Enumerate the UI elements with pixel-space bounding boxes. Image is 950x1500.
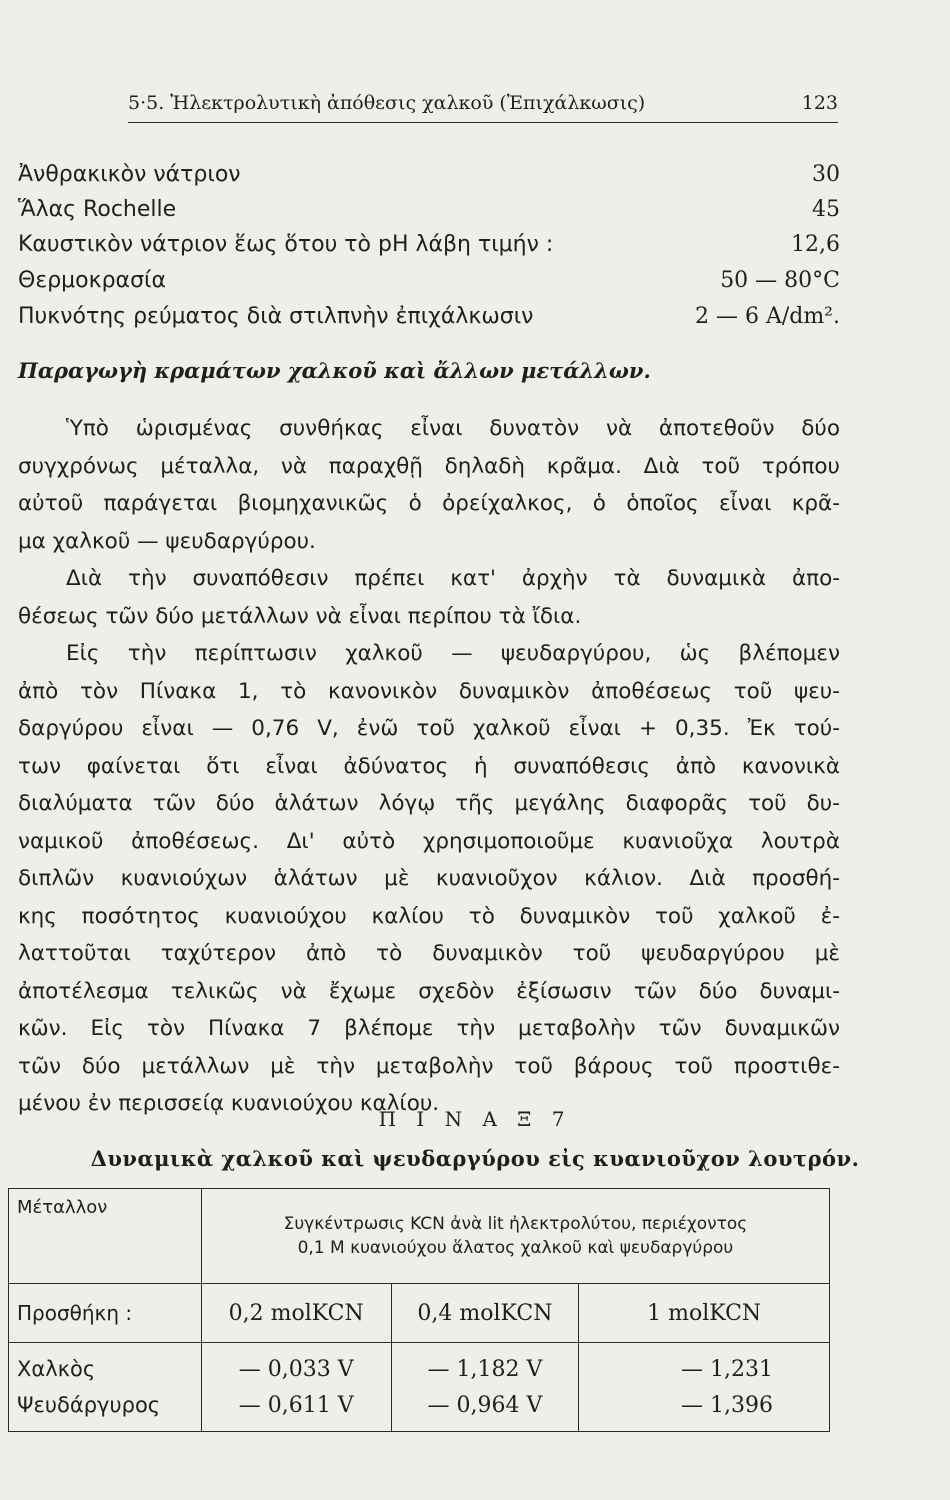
concentration-header-line: 0,1 M κυανιούχου ἅλατος χαλκοῦ καὶ ψευδαργύρου	[297, 1238, 734, 1258]
page-number: 123	[801, 92, 838, 114]
table-addition-row	[9, 1284, 830, 1343]
formula-label: Ἅλας Rochelle	[18, 197, 177, 222]
text-line: διαλύματα τῶν δύο ἁλάτων λόγῳ τῆς μεγάλης διαφορᾶς τοῦ δυ-	[18, 791, 840, 816]
addition-label: Προσθήκη :	[9, 1284, 202, 1343]
table-cell: — 0,033 V	[201, 1343, 391, 1388]
paragraph-2	[18, 560, 840, 635]
potentials-table	[8, 1188, 830, 1432]
text-line: Διὰ τὴν συναπόθεσιν πρέπει κατ' ἀρχὴν τὰ δυναμικὰ ἀπο-	[66, 566, 840, 591]
formula-row	[18, 304, 840, 338]
metal-name: Ψευδάργυρος	[9, 1387, 202, 1432]
text-line: λαττοῦται ταχύτερον ἀπὸ τὸ δυναμικὸν τοῦ ψευδαργύρου μὲ	[18, 941, 840, 966]
text-line: ναμικοῦ ἀποθέσεως. Δι' αὐτὸ χρησιμοποιοῦμε κυανιοῦχα λουτρὰ	[18, 828, 840, 854]
table-cell: — 1,182 V	[391, 1343, 579, 1388]
text-line: ἀποτέλεσμα τελικῶς νὰ ἔχωμε σχεδὸν ἐξίσωσιν τῶν δύο δυναμι-	[18, 978, 840, 1004]
column-header: 0,2 molKCN	[201, 1284, 391, 1343]
concentration-header	[201, 1189, 829, 1284]
text-line: τῶν δύο μετάλλων μὲ τὴν μεταβολὴν τοῦ βάρους τοῦ προστιθε-	[18, 1053, 840, 1079]
column-header: 1 molKCN	[579, 1284, 830, 1343]
formula-value: 12,6	[791, 232, 840, 257]
text-line: μένου ἐν περισσείᾳ κυανιούχου καλίου.	[18, 1091, 440, 1116]
text-line: διπλῶν κυανιούχων ἁλάτων μὲ κυανιοῦχον κάλιον. Διὰ προσθή-	[18, 866, 840, 891]
formula-label: Πυκνότης ρεύματος διὰ στιλπνὴν ἐπιχάλκωσιν	[18, 304, 534, 329]
formula-row	[18, 162, 840, 196]
running-title: 5·5. Ἠλεκτρολυτικὴ ἀπόθεσις χαλκοῦ (Ἐπιχάλκωσις)	[128, 92, 646, 114]
text-line: κῶν. Εἰς τὸν Πίνακα 7 βλέπομε τὴν μεταβολὴν τῶν δυναμικῶν	[18, 1016, 840, 1041]
table-cell: — 1,231	[579, 1343, 830, 1388]
text-line: μα χαλκοῦ — ψευδαργύρου.	[18, 528, 316, 554]
paragraph-3	[18, 635, 840, 1123]
formula-value: 50 — 80°C	[720, 268, 840, 293]
formula-label: Καυστικὸν νάτριον ἕως ὅτου τὸ pH λάβη τιμήν :	[18, 232, 554, 257]
formula-row	[18, 268, 840, 302]
text-line: Ὑπὸ ὡρισμένας συνθήκας εἶναι δυνατὸν νὰ ἀποτεθοῦν δύο	[66, 416, 840, 441]
formula-label: Ἀνθρακικὸν νάτριον	[18, 162, 241, 187]
table-header-row	[9, 1189, 830, 1284]
text-line: δαργύρου εἶναι — 0,76 V, ἐνῶ τοῦ χαλκοῦ εἶναι + 0,35. Ἐκ τού-	[18, 716, 840, 741]
text-line: συγχρόνως μέταλλα, νὰ παραχθῇ δηλαδὴ κρᾶμα. Διὰ τοῦ τρόπου	[18, 453, 840, 479]
formula-label: Θερμοκρασία	[18, 268, 166, 293]
text-line: θέσεως τῶν δύο μετάλλων νὰ εἶναι περίπου τὰ ἴδια.	[18, 603, 582, 629]
formula-row	[18, 197, 840, 231]
table-label: Π Ι Ν Α Ξ 7	[378, 1107, 572, 1131]
paragraph-1	[18, 410, 840, 560]
text-line: ἀπὸ τὸν Πίνακα 1, τὸ κανονικὸν δυναμικὸν ἀποθέσεως τοῦ ψευ-	[18, 678, 840, 704]
formula-row	[18, 232, 840, 266]
formula-value: 45	[812, 197, 840, 222]
text-line: κης ποσότητος κυανιούχου καλίου τὸ δυναμικὸν τοῦ χαλκοῦ ἐ-	[18, 903, 840, 929]
table-row	[9, 1343, 830, 1388]
text-line: αὐτοῦ παράγεται βιομηχανικῶς ὁ ὀρείχαλκος, ὁ ὁποῖος εἶναι κρᾶ-	[18, 491, 840, 516]
running-header	[128, 88, 838, 123]
table-cell: — 0,964 V	[391, 1387, 579, 1432]
column-header: 0,4 molKCN	[391, 1284, 579, 1343]
formula-value: 2 — 6 A/dm².	[694, 304, 840, 329]
concentration-header-line: Συγκέντρωσις KCN ἀνὰ lit ἠλεκτρολύτου, περιέχοντος	[283, 1214, 748, 1234]
table-title: Δυναμικὰ χαλκοῦ καὶ ψευδαργύρου εἰς κυανιοῦχον λουτρόν.	[90, 1146, 860, 1171]
formula-value: 30	[812, 162, 840, 187]
section-subheading: Παραγωγὴ κραμάτων χαλκοῦ καὶ ἄλλων μετάλλων.	[18, 358, 651, 383]
text-line: των φαίνεται ὅτι εἶναι ἀδύνατος ἡ συναπόθεσις ἀπὸ κανονικὰ	[18, 753, 840, 779]
table-cell: — 1,396	[579, 1387, 830, 1432]
text-line: Εἰς τὴν περίπτωσιν χαλκοῦ — ψευδαργύρου, ὡς βλέπομεν	[66, 641, 840, 666]
metal-header: Μέταλλον	[9, 1189, 202, 1284]
table-cell: — 0,611 V	[201, 1387, 391, 1432]
table-row	[9, 1387, 830, 1432]
metal-name: Χαλκὸς	[9, 1343, 202, 1388]
